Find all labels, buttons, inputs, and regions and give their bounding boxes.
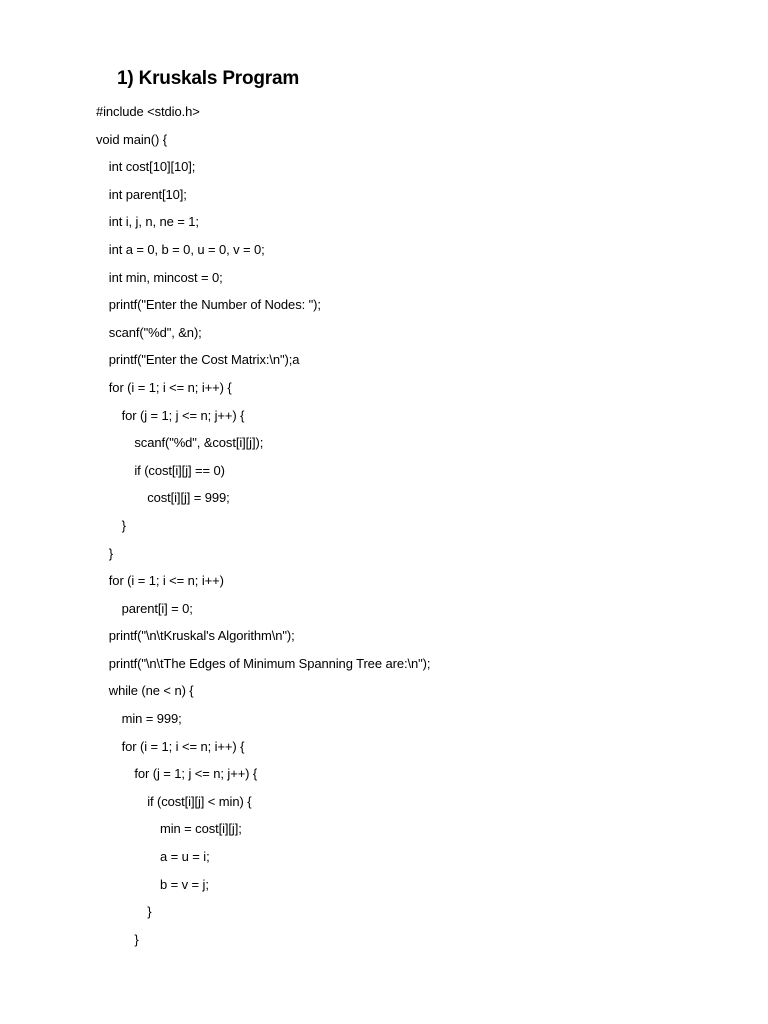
code-line: while (ne < n) { [108,683,194,699]
code-line: for (i = 1; i <= n; i++) { [121,738,245,754]
code-line: printf("Enter the Number of Nodes: "); [108,297,321,313]
code-line: } [147,904,152,920]
page-heading: 1) Kruskals Program [117,68,300,89]
code-line: min = cost[i][j]; [160,821,242,837]
code-line: printf("\n\tThe Edges of Minimum Spanning Tree are:\n"); [108,655,431,671]
code-line: int cost[10][10]; [108,159,196,175]
code-line: min = 999; [121,711,182,727]
code-line: parent[i] = 0; [121,600,193,616]
code-line: scanf("%d", &n); [108,324,202,340]
code-line: int min, mincost = 0; [108,269,223,285]
code-line: } [121,517,126,533]
code-line: for (j = 1; j <= n; j++) { [134,766,258,782]
code-block [96,100,736,955]
code-line: int parent[10]; [108,186,187,202]
code-line: if (cost[i][j] == 0) [134,462,225,478]
code-line: for (i = 1; i <= n; i++) [108,573,224,589]
code-line: for (j = 1; j <= n; j++) { [121,407,245,423]
code-line: if (cost[i][j] < min) { [147,793,252,809]
code-line: cost[i][j] = 999; [147,490,230,506]
code-line: } [134,931,139,947]
code-line: } [108,545,114,561]
code-line: int a = 0, b = 0, u = 0, v = 0; [108,241,265,257]
code-line: #include <stdio.h> [96,104,200,119]
code-line: a = u = i; [160,849,210,865]
code-line: void main() { [96,131,167,147]
code-line: b = v = j; [160,876,209,892]
code-line: printf("\n\tKruskal's Algorithm\n"); [108,628,295,644]
code-line: printf("Enter the Cost Matrix:\n");a [108,352,300,368]
code-line: for (i = 1; i <= n; i++) { [108,379,232,395]
code-line: scanf("%d", &cost[i][j]); [134,435,264,451]
code-line: int i, j, n, ne = 1; [108,214,199,230]
